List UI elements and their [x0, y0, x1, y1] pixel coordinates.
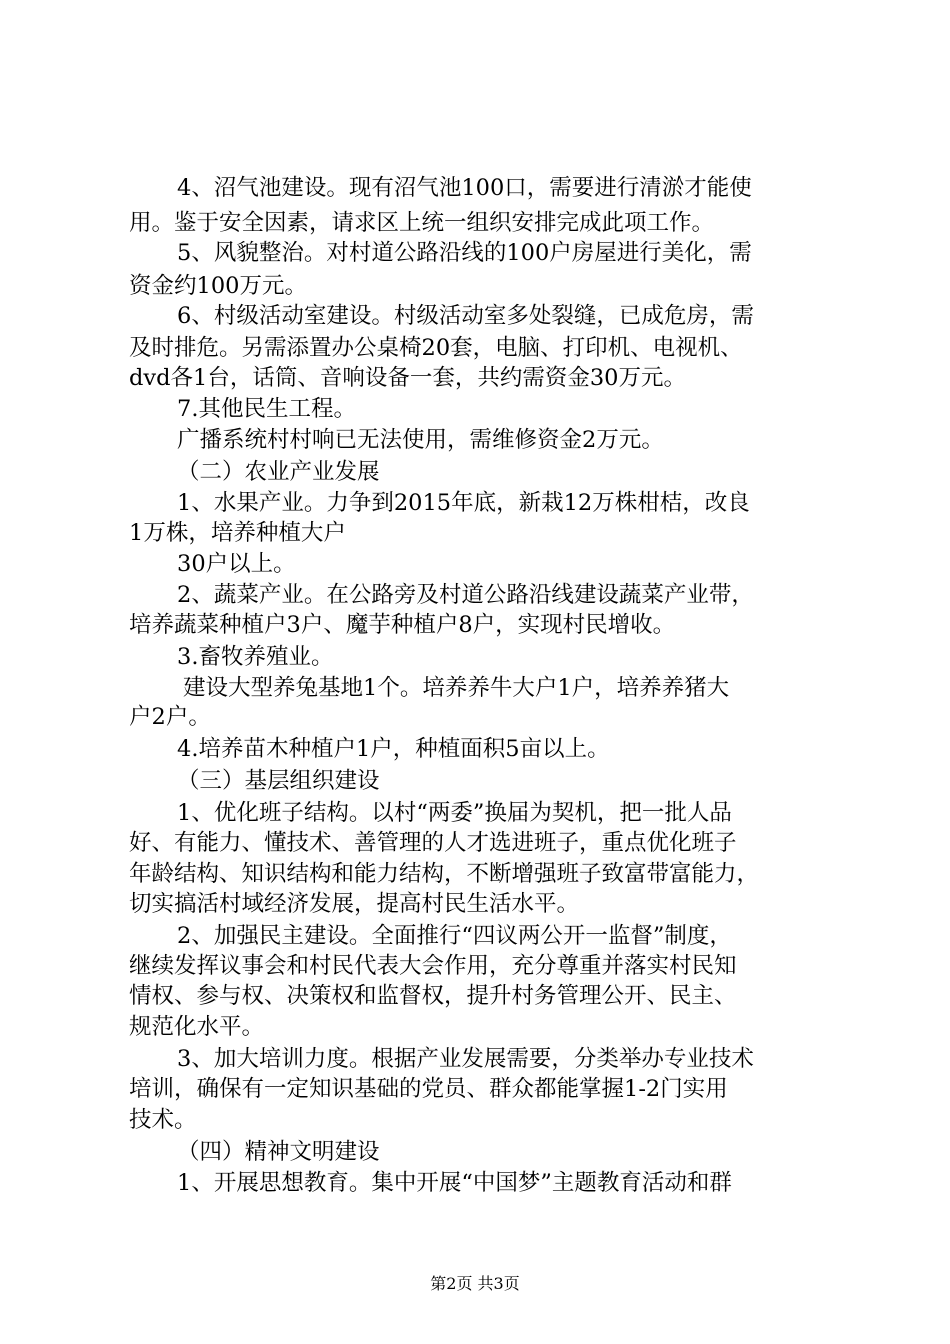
text-line: 年龄结构、知识结构和能力结构，不断增强班子致富带富能力， — [129, 861, 760, 887]
section-heading: （三）基层组织建设 — [177, 768, 380, 794]
text-line: 培训，确保有一定知识基础的党员、群众都能掌握1-2门实用 — [129, 1076, 728, 1102]
text-line: 继续发挥议事会和村民代表大会作用，充分尊重并落实村民知 — [129, 953, 737, 979]
text-line: 2、蔬菜产业。在公路旁及村道公路沿线建设蔬菜产业带， — [177, 582, 754, 608]
text-line: 6、村级活动室建设。村级活动室多处裂缝，已成危房，需 — [177, 303, 754, 329]
text-line: 情权、参与权、决策权和监督权，提升村务管理公开、民主、 — [129, 983, 737, 1009]
text-line: 1、水果产业。力争到2015年底，新栽12万株柑桔，改良 — [177, 490, 750, 516]
page-number: 第2页 共3页 — [430, 1274, 520, 1293]
section-heading: （二）农业产业发展 — [177, 459, 380, 485]
text-line: 培养蔬菜种植户3户、魔芋种植户8户，实现村民增收。 — [129, 612, 676, 638]
text-line: 用。鉴于安全因素，请求区上统一组织安排完成此项工作。 — [129, 210, 715, 236]
text-line: dvd各1台，话筒、音响设备一套，共约需资金30万元。 — [129, 365, 686, 391]
text-line: 30户以上。 — [177, 551, 296, 577]
text-line: 好、有能力、懂技术、善管理的人才选进班子，重点优化班子 — [129, 830, 737, 856]
text-line: 3、加大培训力度。根据产业发展需要，分类举办专业技术 — [177, 1046, 754, 1072]
text-line: 7.其他民生工程。 — [177, 396, 356, 422]
text-line: 资金约100万元。 — [129, 273, 307, 299]
text-line: 1万株，培养种植大户 — [129, 520, 346, 546]
section-heading: （四）精神文明建设 — [177, 1139, 380, 1165]
text-line: 1、优化班子结构。以村“两委”换届为契机，把一批人品 — [177, 800, 732, 826]
text-line: 3.畜牧养殖业。 — [177, 644, 334, 670]
text-line: 技术。 — [129, 1107, 197, 1133]
text-line: 建设大型养兔基地1个。培养养牛大户1户，培养养猪大 — [183, 675, 730, 701]
text-line: 2、加强民主建设。全面推行“四议两公开一监督”制度， — [177, 923, 732, 949]
text-line: 4.培养苗木种植户1户，种植面积5亩以上。 — [177, 736, 610, 762]
text-line: 切实搞活村域经济发展，提高村民生活水平。 — [129, 891, 580, 917]
text-line: 规范化水平。 — [129, 1014, 265, 1040]
text-line: 广播系统村村响已无法使用，需维修资金2万元。 — [177, 427, 664, 453]
text-line: 1、开展思想教育。集中开展“中国梦”主题教育活动和群 — [177, 1170, 732, 1196]
text-line: 及时排危。另需添置办公桌椅20套，电脑、打印机、电视机、 — [129, 335, 743, 361]
text-line: 户2户。 — [129, 704, 211, 730]
text-line: 5、风貌整治。对村道公路沿线的100户房屋进行美化，需 — [177, 240, 752, 266]
text-line: 4、沼气池建设。现有沼气池100口，需要进行清淤才能使 — [177, 175, 752, 201]
